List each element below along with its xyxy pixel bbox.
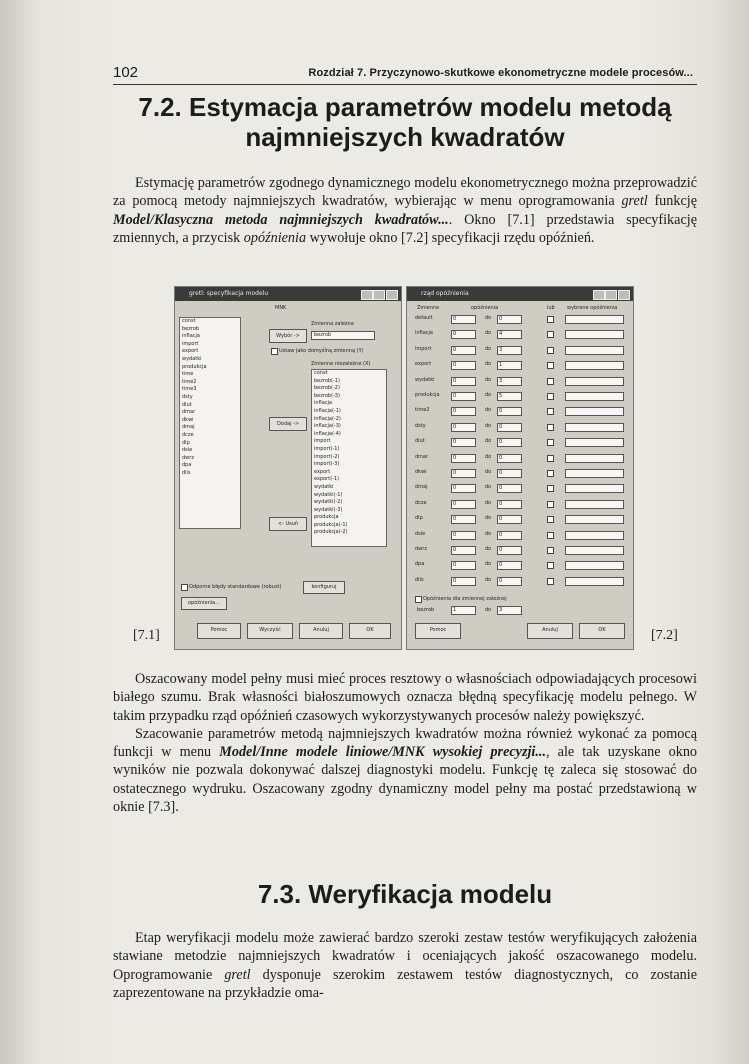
specific-lags-field[interactable]: [565, 484, 624, 493]
lag-from-field[interactable]: 0: [451, 315, 476, 324]
list-item[interactable]: time: [182, 371, 194, 378]
list-item[interactable]: import: [182, 340, 199, 347]
software-name: gretl: [621, 193, 648, 210]
lag-to-label: do: [485, 407, 492, 414]
specific-lags-field[interactable]: [565, 346, 624, 355]
specific-lags-field[interactable]: [565, 577, 624, 586]
specific-lags-checkbox[interactable]: [547, 485, 554, 492]
lag-to-field[interactable]: 0: [497, 315, 522, 324]
list-item[interactable]: wydatki: [314, 483, 334, 490]
lag-to-field[interactable]: 0: [497, 577, 522, 586]
lag-row-name: export: [415, 361, 432, 368]
section-heading-7-3: 7.3. Weryfikacja modelu: [257, 879, 553, 909]
list-item[interactable]: import(-3): [314, 461, 340, 468]
specific-lags-field[interactable]: [565, 330, 624, 339]
specific-lags-field[interactable]: [565, 500, 624, 509]
software-name: gretl: [224, 966, 251, 983]
list-item[interactable]: bezrob(-3): [314, 392, 340, 399]
figure-label-7-1: [7.1]: [133, 628, 160, 643]
lag-row-name: default: [415, 315, 433, 321]
text-run: funkcję: [647, 193, 697, 210]
dep-lag-from[interactable]: 1: [451, 606, 476, 615]
lag-from-field[interactable]: 0: [451, 377, 476, 386]
list-item[interactable]: dwrz: [182, 454, 194, 461]
dependent-label: Zmienna zależna: [311, 321, 354, 327]
col-specific: wybrane opóźnienia: [567, 305, 618, 311]
lag-row-name: dsty: [415, 422, 426, 429]
configure-button[interactable]: konfiguruj: [303, 581, 345, 594]
list-item[interactable]: dpa: [182, 462, 192, 469]
specific-lags-field[interactable]: [565, 469, 624, 478]
list-item[interactable]: dsie: [182, 447, 193, 454]
list-item[interactable]: inflacja(-3): [314, 423, 341, 430]
section-heading-line1: 7.2. Estymacja parametrów modelu metodą: [138, 92, 672, 122]
list-item[interactable]: dlut: [182, 401, 192, 408]
dep-var-name: bezrob: [417, 607, 435, 613]
lag-row-name: dlis: [415, 576, 424, 583]
header-rule: [113, 84, 697, 85]
specific-lags-checkbox[interactable]: [547, 578, 554, 585]
text-run: wywołuje okno [7.2] specyfikacji rzędu opóźnień.: [306, 229, 595, 246]
lag-from-field[interactable]: 0: [451, 361, 476, 370]
lag-from-field[interactable]: 0: [451, 423, 476, 432]
list-item[interactable]: import: [314, 438, 331, 445]
figure-7-1-dialog: [174, 286, 402, 650]
list-item[interactable]: bezrob: [182, 325, 200, 332]
lag-from-field[interactable]: 0: [451, 577, 476, 586]
list-item[interactable]: dsty: [182, 393, 193, 400]
lag-to-field[interactable]: 0: [497, 561, 522, 570]
lag-to-label: do: [485, 530, 492, 537]
list-item[interactable]: import(-2): [314, 453, 340, 460]
lag-to-field[interactable]: 0: [497, 515, 522, 524]
lag-from-field[interactable]: 0: [451, 330, 476, 339]
lag-to-label: do: [485, 453, 492, 460]
lag-row-name: dpa: [415, 561, 425, 568]
dep-lag-to[interactable]: 3: [497, 606, 522, 615]
specific-lags-checkbox[interactable]: [547, 439, 554, 446]
list-item[interactable]: dmaj: [182, 424, 195, 431]
list-item[interactable]: time3: [182, 386, 197, 393]
robust-checkbox-label: Odporne błędy standardowe (robust): [189, 584, 282, 590]
specific-lags-field[interactable]: [565, 361, 624, 370]
dep-lags-label: Opóźnienia dla zmiennej zależnej: [423, 596, 507, 602]
lag-from-field[interactable]: 0: [451, 500, 476, 509]
maximize-icon: [605, 290, 617, 300]
paragraph-text: Oszacowany model pełny musi mieć proces resztowy o własnościach odpowiadających procesowi białego szumu. Brak własności białoszumowych oznacza błędną specyfikację modelu pełnego. W takim przypadku rząd opóźnień czasowych wykorzystywanych procesów należy powiększyć.: [113, 671, 697, 724]
list-item[interactable]: export(-1): [314, 476, 340, 483]
specific-lags-field[interactable]: [565, 531, 624, 540]
estimator-label: MNK: [275, 305, 287, 311]
specific-lags-field[interactable]: [565, 315, 624, 324]
specific-lags-field[interactable]: [565, 423, 624, 432]
lag-to-label: do: [485, 422, 492, 429]
specific-lags-checkbox[interactable]: [547, 501, 554, 508]
list-item[interactable]: dkwi: [182, 416, 194, 423]
maximize-icon: [373, 290, 385, 300]
lag-row-name: produkcja: [415, 392, 440, 398]
lag-to-label: do: [485, 376, 492, 383]
list-item[interactable]: time2: [182, 378, 197, 385]
lag-to-field[interactable]: 0: [497, 469, 522, 478]
list-item[interactable]: export: [182, 348, 199, 355]
list-item[interactable]: wydatki(-2): [314, 499, 343, 506]
paragraph-residuals: [113, 670, 697, 816]
specific-lags-checkbox[interactable]: [547, 362, 554, 369]
col-lags: opóźnienia: [471, 305, 499, 311]
lag-to-field[interactable]: 0: [497, 438, 522, 447]
lag-to-label: do: [485, 392, 492, 398]
list-item[interactable]: inflacja: [182, 333, 200, 340]
list-item[interactable]: const: [182, 318, 196, 324]
list-item[interactable]: produkcja: [182, 363, 207, 370]
lag-from-field[interactable]: 0: [451, 484, 476, 493]
lag-from-field[interactable]: 0: [451, 454, 476, 463]
list-item[interactable]: dlp: [182, 439, 190, 446]
specific-lags-checkbox[interactable]: [547, 347, 554, 354]
lag-to-field[interactable]: 0: [497, 407, 522, 416]
list-item[interactable]: const: [314, 370, 328, 376]
lag-row-name: import: [415, 345, 432, 352]
lag-to-field[interactable]: 0: [497, 546, 522, 555]
list-item[interactable]: wydatki: [182, 355, 202, 362]
specific-lags-checkbox[interactable]: [547, 424, 554, 431]
specific-lags-checkbox[interactable]: [547, 562, 554, 569]
dep-lags-checkbox[interactable]: [415, 596, 422, 603]
minimize-icon: [593, 290, 605, 300]
lag-to-label: do: [485, 361, 492, 368]
specific-lags-checkbox[interactable]: [547, 532, 554, 539]
specific-lags-field[interactable]: [565, 454, 624, 463]
specific-lags-checkbox[interactable]: [547, 547, 554, 554]
list-item[interactable]: inflacja(-2): [314, 415, 341, 422]
dep-lag-to-label: do: [485, 607, 492, 613]
specific-lags-field[interactable]: [565, 561, 624, 570]
dialog-titlebar: [407, 287, 633, 301]
list-item[interactable]: produkcja(-1): [314, 521, 348, 528]
lag-row-name: inflacja: [415, 330, 433, 337]
lag-to-field[interactable]: 3: [497, 377, 522, 386]
menu-path: Model/Klasyczna metoda najmniejszych kwadratów...: [113, 211, 449, 228]
close-icon: [618, 290, 630, 300]
list-item[interactable]: import(-1): [314, 445, 340, 452]
lag-to-field[interactable]: 0: [497, 454, 522, 463]
list-item[interactable]: bezrob(-1): [314, 377, 340, 384]
lag-from-field[interactable]: 0: [451, 438, 476, 447]
specific-lags-checkbox[interactable]: [547, 378, 554, 385]
paragraph-verification: [113, 929, 697, 1002]
lag-to-label: do: [485, 561, 492, 568]
default-checkbox[interactable]: [271, 348, 278, 355]
page-number: 102: [113, 64, 139, 81]
lag-to-field[interactable]: 1: [497, 361, 522, 370]
specific-lags-field[interactable]: [565, 377, 624, 386]
variables-list[interactable]: [179, 317, 241, 529]
lag-row-name: dwrz: [415, 546, 427, 552]
text-run: . Okno [7.1] przedstawia specyfikację zmiennych, a przycisk: [113, 211, 697, 246]
ok-button[interactable]: OK: [579, 623, 625, 639]
help-button[interactable]: Pomoc: [415, 623, 461, 639]
remove-button[interactable]: <- Usuń: [269, 517, 307, 531]
robust-checkbox[interactable]: [181, 584, 188, 591]
lag-to-field[interactable]: 0: [497, 484, 522, 493]
paragraph-estimation: [113, 174, 697, 247]
lag-to-field[interactable]: 4: [497, 330, 522, 339]
specific-lags-checkbox[interactable]: [547, 455, 554, 462]
list-item[interactable]: produkcja(-2): [314, 529, 348, 536]
running-title: Rozdział 7. Przyczynowo-skutkowe ekonometryczne modele procesów...: [308, 67, 693, 79]
lag-from-field[interactable]: 0: [451, 531, 476, 540]
regressors-list[interactable]: [311, 369, 387, 547]
list-item[interactable]: inflacja: [314, 400, 332, 407]
lag-to-label: do: [485, 484, 492, 491]
list-item[interactable]: produkcja: [314, 514, 339, 521]
close-icon: [386, 290, 398, 300]
list-item[interactable]: wydatki(-3): [314, 506, 343, 513]
figure-7-2-dialog: [406, 286, 634, 650]
cancel-button[interactable]: Anuluj: [527, 623, 573, 639]
default-checkbox-label: Ustaw jako domyślną zmienną (Y): [279, 348, 364, 354]
list-item[interactable]: inflacja(-4): [314, 430, 341, 437]
dialog-title: gretl: specyfikacja modelu: [189, 290, 269, 297]
specific-lags-field[interactable]: [565, 407, 624, 416]
list-item[interactable]: export: [314, 468, 331, 475]
section-heading-line2: najmniejszych kwadratów: [245, 122, 565, 152]
specific-lags-field[interactable]: [565, 546, 624, 555]
list-item[interactable]: dlis: [182, 469, 191, 476]
minimize-icon: [361, 290, 373, 300]
specific-lags-field[interactable]: [565, 392, 624, 401]
section-heading-7-2: [113, 92, 697, 152]
lag-to-label: do: [485, 546, 492, 552]
specific-lags-field[interactable]: [565, 515, 624, 524]
figure-label-7-2: [7.2]: [651, 628, 678, 643]
specific-lags-field[interactable]: [565, 438, 624, 447]
lag-to-label: do: [485, 315, 492, 321]
lag-to-label: do: [485, 438, 492, 445]
lag-to-label: do: [485, 469, 492, 475]
list-item[interactable]: dmar: [182, 409, 196, 416]
independent-label: Zmienne niezależne (X): [311, 361, 371, 367]
lag-to-label: do: [485, 330, 492, 337]
clear-button[interactable]: Wyczyść: [247, 623, 293, 639]
list-item[interactable]: dcze: [182, 431, 194, 438]
lag-to-field[interactable]: 3: [497, 346, 522, 355]
specific-lags-checkbox[interactable]: [547, 316, 554, 323]
menu-path: Model/Inne modele liniowe/MNK wysokiej precyzji...: [219, 744, 547, 761]
choose-button[interactable]: Wybór ->: [269, 329, 307, 343]
lag-row-name: dlp: [415, 515, 423, 522]
add-button[interactable]: Dodaj ->: [269, 417, 307, 431]
lag-row-name: dkwi: [415, 469, 427, 475]
lag-to-field[interactable]: 0: [497, 531, 522, 540]
lags-button[interactable]: opóźnienia...: [181, 597, 227, 610]
lag-row-name: dcze: [415, 499, 427, 506]
lag-from-field[interactable]: 0: [451, 546, 476, 555]
lag-to-field[interactable]: 5: [497, 392, 522, 401]
specific-lags-checkbox[interactable]: [547, 331, 554, 338]
text-run: Szacowanie parametrów metodą najmniejszych kwadratów można również wykonać za pomocą funkcji w menu: [113, 725, 697, 761]
lag-from-field[interactable]: 0: [451, 392, 476, 401]
ok-button[interactable]: OK: [349, 623, 391, 639]
lag-from-field[interactable]: 0: [451, 515, 476, 524]
lag-from-field[interactable]: 0: [451, 469, 476, 478]
lag-row-name: dlut: [415, 438, 425, 445]
lag-to-label: do: [485, 576, 492, 583]
dialog-title: rząd opóźnienia: [421, 290, 469, 297]
specific-lags-checkbox[interactable]: [547, 470, 554, 477]
list-item[interactable]: inflacja(-1): [314, 407, 341, 414]
cancel-button[interactable]: Anuluj: [299, 623, 343, 639]
text-run: , ale tak uzyskane okno wyników nie pozwala dokonywać dalszej diagnostyki modelu. Funkcję tę zaleca się stosować do ostatecznego wydruku. Oszacowany zgodny dynamiczny model pełny ma postać przedstawioną w oknie [7.3].: [113, 744, 698, 816]
col-variables: Zmienne: [417, 305, 440, 311]
lag-to-label: do: [485, 515, 492, 522]
lag-to-label: do: [485, 499, 492, 506]
text-run: Estymację parametrów zgodnego dynamicznego modelu ekonometrycznego można przeprowadzić za pomocą metody najmniejszych kwadratów, wybierając w menu oprogramowania: [113, 175, 697, 210]
lag-row-name: dsie: [415, 530, 426, 537]
list-item[interactable]: wydatki(-1): [314, 491, 343, 498]
dialog-titlebar: [175, 287, 401, 301]
specific-lags-checkbox[interactable]: [547, 393, 554, 400]
lag-to-field[interactable]: 0: [497, 500, 522, 509]
specific-lags-checkbox[interactable]: [547, 516, 554, 523]
lag-to-field[interactable]: 0: [497, 423, 522, 432]
dependent-field[interactable]: bezrob: [311, 331, 375, 340]
specific-lags-checkbox[interactable]: [547, 408, 554, 415]
lag-row-name: wydatki: [415, 376, 435, 383]
lag-from-field[interactable]: 0: [451, 346, 476, 355]
lag-row-name: dmaj: [415, 484, 428, 491]
list-item[interactable]: bezrob(-2): [314, 385, 340, 392]
lag-row-name: time2: [415, 407, 430, 414]
lag-row-name: dmar: [415, 453, 429, 460]
text-run: dysponuje szerokim zestawem testów diagnostycznych, co zostanie zaprezentowane na przykładzie oma-: [113, 966, 697, 1001]
lag-to-label: do: [485, 345, 492, 352]
help-button[interactable]: Pomoc: [197, 623, 241, 639]
col-or: lub: [547, 305, 555, 311]
lag-from-field[interactable]: 0: [451, 407, 476, 416]
text-run: Etap weryfikacji modelu może zawierać bardzo szeroki zestaw testów weryfikujących założenia stawiane metodzie najmniejszych kwadratów i oceniających jakość oszacowanego modelu. Oprogramowanie: [113, 930, 697, 983]
button-name: opóźnienia: [243, 229, 307, 246]
lag-from-field[interactable]: 0: [451, 561, 476, 570]
page-header: [113, 64, 693, 84]
